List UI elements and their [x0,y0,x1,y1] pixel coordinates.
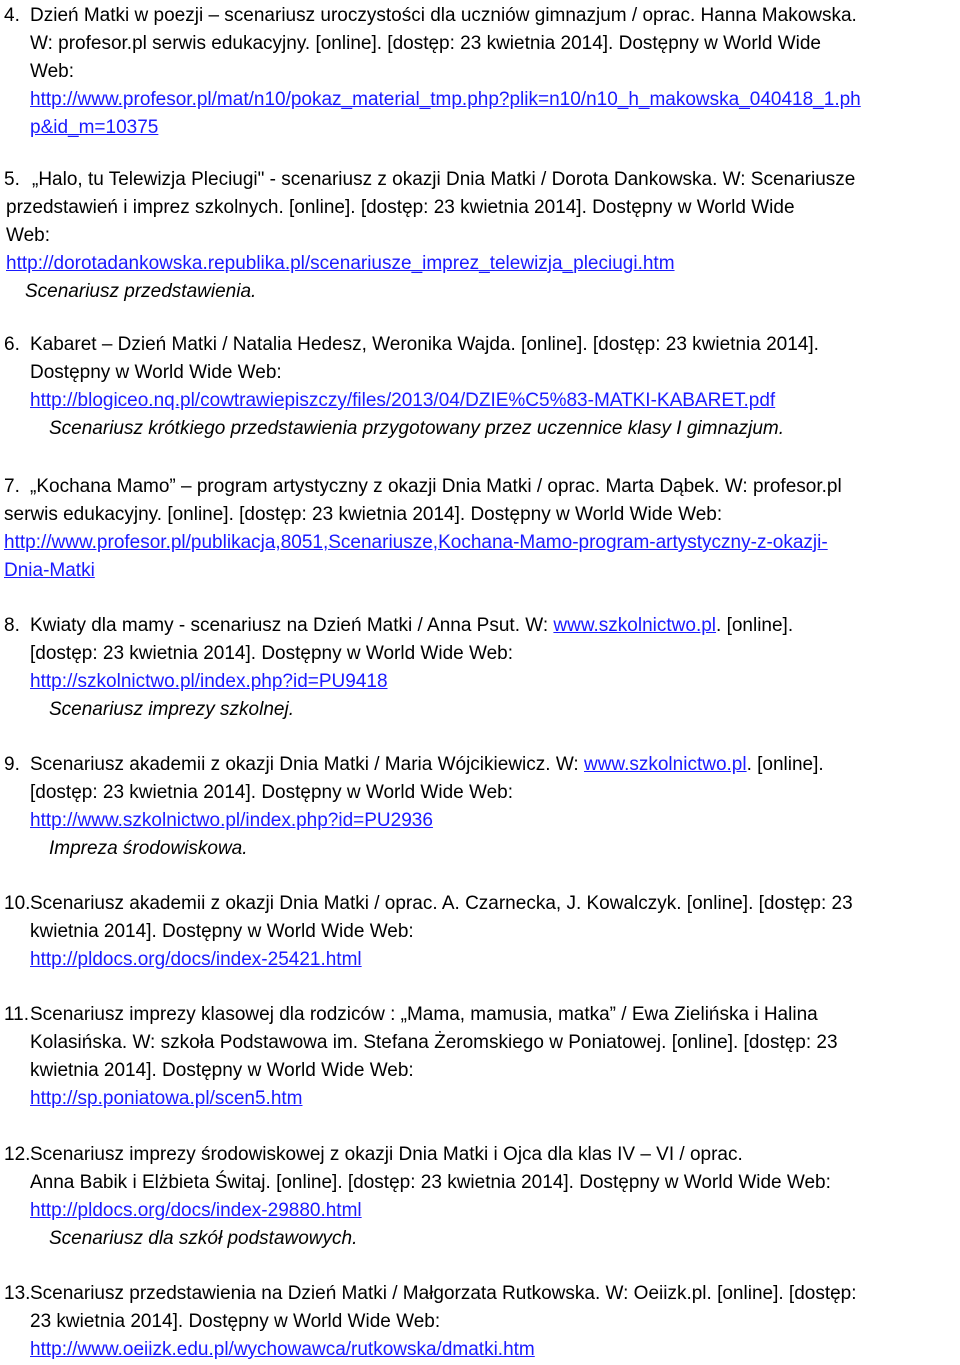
entry-number: 6. [4,334,20,355]
entry-link[interactable]: http://www.szkolnictwo.pl/index.php?id=PU2936 [30,810,433,831]
entry-text [30,751,955,863]
entry-line: [dostęp: 23 kwietnia 2014]. Dostępny w World Wide Web: [30,643,513,664]
entry-note: Scenariusz imprezy szkolnej. [49,699,294,720]
entry-text [30,890,955,974]
entry-line: Anna Babik i Elżbieta Świtaj. [online]. [dostęp: 23 kwietnia 2014]. Dostępny w World Wide Web: [30,1172,831,1193]
entry-number: 5. [4,169,20,190]
entry-link[interactable]: http://www.oeiizk.edu.pl/wychowawca/rutkowska/dmatki.htm [30,1339,535,1360]
entry-note: Scenariusz krótkiego przedstawienia przygotowany przez uczennice klasy I gimnazjum. [49,418,785,439]
entry-line: Scenariusz akademii z okazji Dnia Matki / Maria Wójcikiewicz. W: www.szkolnictwo.pl. [online]. [30,754,824,775]
entry-number: 13. [4,1283,31,1304]
entry-text [30,612,955,724]
entry-line: Dzień Matki w poezji – scenariusz uroczystości dla uczniów gimnazjum / oprac. Hanna Makowska. [30,5,857,26]
entry-line: Web: [6,225,51,246]
entry-link[interactable]: http://www.profesor.pl/publikacja,8051,Scenariusze,Kochana-Mamo-program-artystyczny-z-okazji- [4,532,828,553]
entry-number: 11. [4,1004,30,1025]
entry-text [30,1280,955,1364]
entry-link[interactable]: http://dorotadankowska.republika.pl/scenariusze_imprez_telewizja_pleciugi.htm [6,253,675,274]
entry-note: Impreza środowiskowa. [49,838,248,859]
entry-number: 9. [4,754,20,775]
entry-link[interactable]: http://szkolnictwo.pl/index.php?id=PU9418 [30,671,388,692]
entry-line: Kwiaty dla mamy - scenariusz na Dzień Matki / Anna Psut. W: www.szkolnictwo.pl. [online]. [30,615,794,636]
entry-link[interactable]: p&id_m=10375 [30,117,159,138]
entry-note: Scenariusz przedstawienia. [25,281,257,302]
entry-line: „Halo, tu Telewizja Pleciugi" - scenariusz z okazji Dnia Matki / Dorota Dankowska. W: Scenariusze [32,169,856,190]
entry-line: przedstawień i imprez szkolnych. [online]. [dostęp: 23 kwietnia 2014]. Dostępny w World Wide [6,197,795,218]
entry-line: serwis edukacyjny. [online]. [dostęp: 23 kwietnia 2014]. Dostępny w World Wide Web: [4,504,723,525]
entry-number: 12. [4,1144,31,1165]
entry-link[interactable]: http://pldocs.org/docs/index-25421.html [30,949,362,970]
entry-inline-link[interactable]: www.szkolnictwo.pl [583,754,747,775]
entry-line: W: profesor.pl serwis edukacyjny. [online]. [dostęp: 23 kwietnia 2014]. Dostępny w World Wide [30,33,821,54]
entry-link[interactable]: http://www.profesor.pl/mat/n10/pokaz_material_tmp.php?plik=n10/n10_h_makowska_040418_1.ph [30,89,861,110]
entry-line: Scenariusz przedstawienia na Dzień Matki / Małgorzata Rutkowska. W: Oeiizk.pl. [online]. [dostęp: [30,1283,857,1304]
entry-number: 8. [4,615,20,636]
entry-number: 7. [4,476,20,497]
entry-line: kwietnia 2014]. Dostępny w World Wide Web: [30,1060,414,1081]
entry-text [6,166,957,306]
entry-line: Scenariusz imprezy klasowej dla rodziców : „Mama, mamusia, matka” / Ewa Zielińska i Halina [30,1004,818,1025]
entry-line: Kolasińska. W: szkoła Podstawowa im. Stefana Żeromskiego w Poniatowej. [online]. [dostęp: 23 [30,1032,838,1053]
entry-text [4,473,955,585]
entry-line: Scenariusz akademii z okazji Dnia Matki / oprac. A. Czarnecka, J. Kowalczyk. [online]. [dostęp: 23 [30,893,853,914]
entry-text [30,2,955,142]
entry-number: 10. [4,893,31,914]
entry-line: [dostęp: 23 kwietnia 2014]. Dostępny w World Wide Web: [30,782,513,803]
entry-text [30,1001,955,1113]
entry-line: 23 kwietnia 2014]. Dostępny w World Wide Web: [30,1311,441,1332]
entry-inline-link[interactable]: www.szkolnictwo.pl [553,615,717,636]
entry-line: Web: [30,61,75,82]
entry-text [30,331,955,443]
entry-line: Kabaret – Dzień Matki / Natalia Hedesz, Weronika Wajda. [online]. [dostęp: 23 kwietnia 2014]. [30,334,819,355]
entry-line: kwietnia 2014]. Dostępny w World Wide Web: [30,921,414,942]
entry-link[interactable]: Dnia-Matki [4,560,95,581]
entry-number: 4. [4,5,20,26]
entry-link[interactable]: http://sp.poniatowa.pl/scen5.htm [30,1088,303,1109]
entry-line: „Kochana Mamo” – program artystyczny z okazji Dnia Matki / oprac. Marta Dąbek. W: profesor.pl [30,476,842,497]
entry-link[interactable]: http://blogiceo.nq.pl/cowtrawiepiszczy/files/2013/04/DZIE%C5%83-MATKI-KABARET.pdf [30,390,776,411]
entry-line: Dostępny w World Wide Web: [30,362,282,383]
entry-note: Scenariusz dla szkół podstawowych. [49,1228,358,1249]
entry-link[interactable]: http://pldocs.org/docs/index-29880.html [30,1200,362,1221]
entry-text [30,1141,955,1253]
entry-line: Scenariusz imprezy środowiskowej z okazji Dnia Matki i Ojca dla klas IV – VI / oprac. [30,1144,743,1165]
